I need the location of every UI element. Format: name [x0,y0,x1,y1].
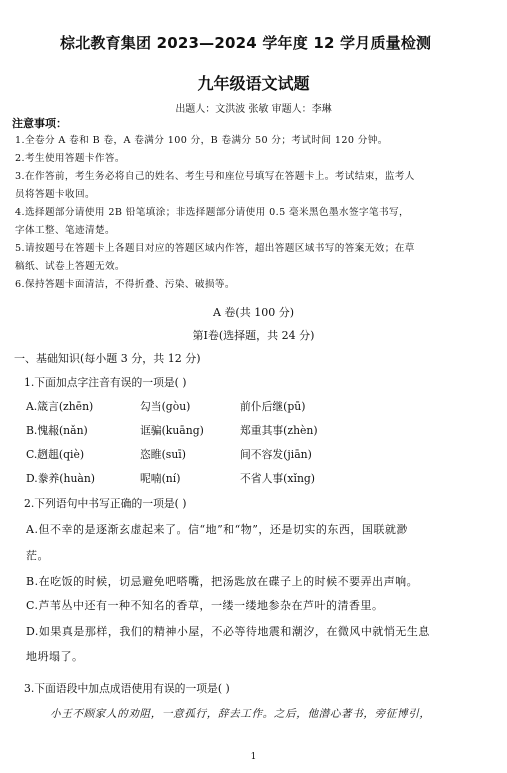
q1-option: 郑重其事(zhèn) [240,424,318,437]
q1-option: B.愧赧(nǎn) [26,424,88,437]
question-3-stem: 3.下面语段中加点成语使用有误的一项是( ) [24,682,230,695]
q1-option: C.趔趄(qiè) [26,448,85,461]
part-one-heading: 第Ⅰ卷(选择题，共 24 分) [192,329,315,342]
notice-line: 4.选择题部分请使用 2B 铅笔填涂；非选择题部分请使用 0.5 毫米黑色墨水签字笔书写， [15,207,409,218]
q2-line: 茫。 [26,549,49,562]
q1-option: 前仆后继(pū) [240,400,306,413]
q1-option: D.豢养(huàn) [26,472,96,485]
section-basic-heading: 一、基础知识(每小题 3 分，共 12 分) [14,352,201,365]
q1-option: 不省人事(xǐng) [240,472,316,485]
notice-line: 3.在作答前，考生务必将自己的姓名、考生号和座位号填写在答题卡上。考试结束，监考人 [15,171,415,182]
q1-option: 勾当(gòu) [140,400,191,413]
question-1-stem: 1.下面加点字注音有误的一项是( ) [24,376,187,389]
notice-line: 字体工整、笔迹清楚。 [15,225,115,236]
q1-option: 恣睢(suī) [140,448,186,461]
question-2-stem: 2.下列语句中书写正确的一项是( ) [24,497,187,510]
q2-line: 地坍塌了。 [26,650,84,663]
q2-line: B.在吃饭的时候，切忌避免吧嗒嘴，把汤匙放在碟子上的时候不要弄出声响。 [26,575,419,588]
exam-subtitle: 九年级语文试题 [197,74,310,93]
notice-line: 2.考生使用答题卡作答。 [15,153,125,164]
notice-line: 6.保持答题卡面清洁，不得折叠、污染、破损等。 [15,279,235,290]
authors-line: 出题人：文洪波 张敏 审题人：李琳 [175,104,332,115]
q1-option: 诓骗(kuāng) [140,424,204,437]
q1-option: 呢喃(ní) [140,472,181,485]
q2-line: A.但不幸的是逐渐玄虚起来了。信“地”和“物”，还是切实的东西，国联就渺 [26,523,408,536]
section-a-heading: A 卷(共 100 分) [212,306,294,319]
q1-option: A.箴言(zhēn) [26,400,94,413]
page-number: 1 [250,752,257,762]
q1-option: 间不容发(jiān) [240,448,312,461]
notice-line: 稿纸、试卷上答题无效。 [15,261,125,272]
notice-line: 员将答题卡收回。 [15,189,95,200]
notice-line: 5.请按题号在答题卡上各题目对应的答题区域内作答，超出答题区域书写的答案无效；在草 [15,243,415,254]
notice-heading: 注意事项： [12,117,67,130]
exam-title: 棕北教育集团 2023—2024 学年度 12 学月质量检测 [60,34,432,52]
q3-passage: 小王不顾家人的劝阻，一意孤行，辞去工作。之后，他潜心著书，旁征博引， [50,708,431,720]
q2-line: C.芦苇丛中还有一种不知名的香草，一缕一缕地参杂在芦叶的清香里。 [26,599,384,612]
q2-line: D.如果真是那样，我们的精神小屋，不必等待地震和潮汐，在微风中就悄无生息 [26,625,430,638]
notice-line: 1.全卷分 A 卷和 B 卷，A 卷满分 100 分，B 卷满分 50 分；考试时间 120 分钟。 [15,135,388,146]
